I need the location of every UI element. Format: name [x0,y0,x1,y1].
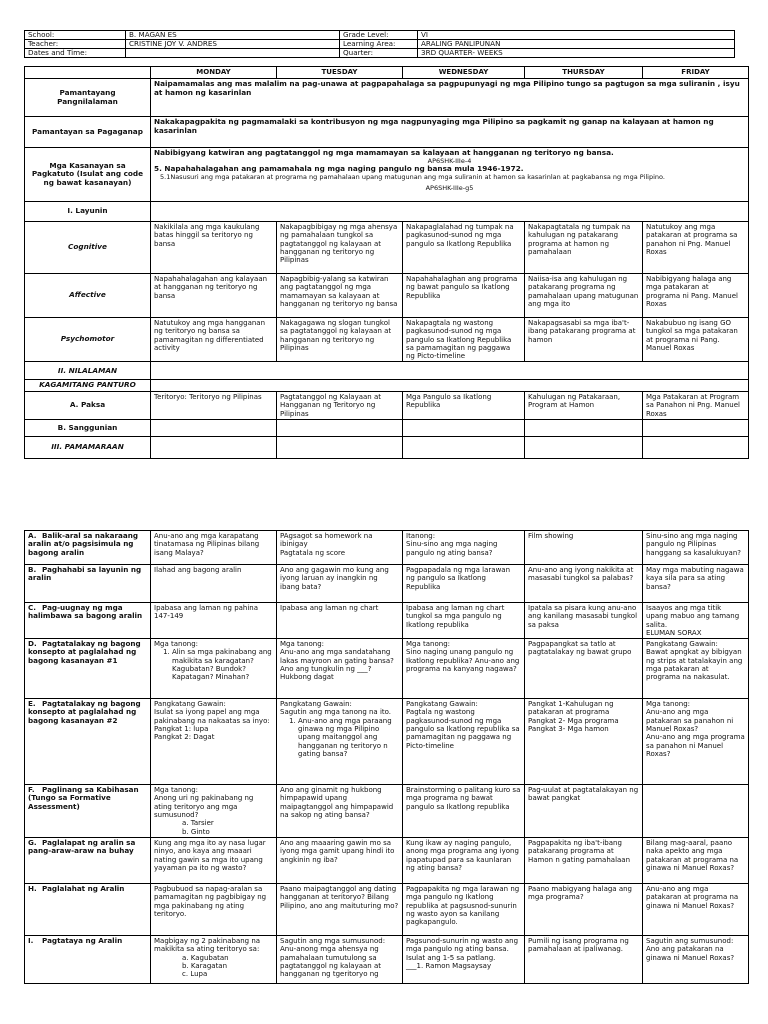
cognitive-tuesday: Nakapagbibigay ng mga ahensya ng pamahalaan tungkol sa pagtatanggol ng kalayaan at hangganan ng teritoryo ng Pilipinas [277,222,403,274]
school-value: B. MAGAN ES [126,31,340,40]
nilalaman-cell [151,362,749,380]
e-wednesday: Pangkatang Gawain: Pagtala ng wastong pagkasunod-sunod ng mga pangulo sa Ikatlong republika sa pamamagitan ng paggawa ng Picto-timeline [403,699,525,785]
cognitive-thursday: Nakapagtatala ng tumpak na kahulugan ng patakarang programa at hamon ng pamahalaan [525,222,643,274]
kagamitang-panturo-label: KAGAMITANG PANTURO [25,380,151,392]
i-tuesday: Sagutin ang mga sumusunod: Anu-anong mga ahensya ng pamahalaan tumutulong sa pagtatanggol ng kalayaan at hangganan ng tgeritoryo ng [277,935,403,983]
f-wednesday: Brainstorming o palitang kuro sa mga programa ng bawat pangulo sa Ikatlong republika [403,785,525,838]
c-thursday: Ipatala sa pisara kung anu-ano ang kanilang masasabi tungkol sa paksa [525,603,643,639]
affective-thursday: Naiisa-isa ang kahulugan ng patakarang programa ng pamahalaan upang matugunan ang mga ito [525,274,643,318]
sanggunian-label: B. Sanggunian [25,420,151,437]
e-monday: Pangkatang Gawain: Isulat sa iyong papel ang mga pakinabang na nakaatas sa inyo: Pangkat 1: lupa Pangkat 2: Dagat [151,699,277,785]
i-wednesday: Pagsunod-sunurin ng wasto ang mga pangulo ng ating bansa. Isulat ang 1-5 sa patlang. ___1. Ramon Magsaysay [403,935,525,983]
quarter-value: 3RD QUARTER- WEEKS [418,49,735,58]
kasanayan-1-code: AP6SHK-IIIe-4 [427,156,472,165]
e-thursday: Pangkat 1-Kahulugan ng patakaran at programa Pangkat 2- Mga programa Pangkat 3- Mga hamon [525,699,643,785]
kasanayan-2: 5. Napahahalagahan ang pamamahala ng mga naging pangulo ng bansa mula 1946-1972. [154,164,524,174]
a-wednesday: Itanong: Sinu-sino ang mga naging pangulo ng ating bansa? [403,531,525,565]
h-thursday: Paano mabigyang halaga ang mga programa? [525,883,643,935]
c-wednesday: Ipabasa ang laman ng chart tungkol sa mga pangulo ng Ikatlong republika [403,603,525,639]
pamantayang-pangnilalaman-label: Pamantayang Pangnilalaman [25,79,151,117]
kasanayan-1: Nabibigyang katwiran ang pagtatanggol ng mga mamamayan sa kalayaan at hangganan ng teritoryo ng bansa. [154,148,614,157]
pamamaraan-label: III. PAMAMARAAN [25,437,151,459]
corner-cell [25,67,151,79]
h-monday: Pagbubuod sa napag-aralan sa pamamagitan ng pagbibigay ng mga pakinabang ng ating teritoryo. [151,883,277,935]
b-thursday: Anu-ano ang iyong nakikita at masasabi tungkol sa palabas? [525,565,643,603]
h-wednesday: Pagpapakita ng mga larawan ng mga pangulo ng Ikatlong republika at pagsusnod-sunurin ng wasto ayon sa kanilang pagkapangulo. [403,883,525,935]
psychomotor-wednesday: Nakapagtala ng wastong pagkasunod-sunod ng mga pangulo sa Ikatlong Republika sa pamamagitan ng paggawa ng Picto-timeline [403,318,525,362]
section-h-label: H. Paglalahat ng Aralin [25,883,151,935]
c-monday: Ipabasa ang laman ng pahina 147-149 [151,603,277,639]
lesson-plan-table-top [24,66,749,459]
psychomotor-label: Psychomotor [25,318,151,362]
layunin-cell [151,202,749,222]
pamantayang-pangnilalaman: Naipamamalas ang mas malalim na pag-unawa at pagpapahalaga sa pagpupunyagi ng mga Pilipino tungo sa pagtugon sa mga suliranin , isyu at hamon ng kasarinlan [151,79,749,117]
i-monday-item-b: b. Karagatan [182,961,228,970]
dates-value [126,49,340,58]
dates-label: Dates and Time: [25,49,126,58]
section-c-label: C. Pag-uugnay ng mga halimbawa sa bagong aralin [25,603,151,639]
psychomotor-thursday: Nakapagsasabi sa mga iba't-ibang patakarang programa at hamon [525,318,643,362]
d-friday: Pangkatang Gawain: Bawat apngkat ay bibigyan ng strips at tatalakayin ang mga patakaran at programa na nakasulat. [643,639,749,699]
h-friday: Anu-ano ang mga patakaran at programa na ginawa ni Manuel Roxas? [643,883,749,935]
grade-value: VI [418,31,735,40]
a-tuesday: PAgsagot sa homework na ibinigay Pagtatala ng score [277,531,403,565]
cognitive-monday: Nakikilala ang mga kaukulang batas hinggil sa teritoryo ng bansa [151,222,277,274]
school-label: School: [25,31,126,40]
nilalaman-label: II. NILALAMAN [25,362,151,380]
b-wednesday: Pagpapadala ng mga larawan ng pangulo sa Ikatlong Republika [403,565,525,603]
i-monday-item-a: a. Kagubatan [182,953,229,962]
section-b-label: B. Paghahabi sa layunin ng aralin [25,565,151,603]
section-a-label: A. Balik-aral sa nakaraang aralin at/o pagsisimula ng bagong aralin [25,531,151,565]
g-wednesday: Kung ikaw ay naging pangulo, anong mga programa ang iyong ipapatupad para sa kaunlaran ng ating bansa? [403,837,525,883]
section-f-label: F. Paglinang sa Kabihasan (Tungo sa Formative Assessment) [25,785,151,838]
day-monday: MONDAY [151,67,277,79]
affective-tuesday: Napagbibig-yalang sa katwiran ang pagtatanggol ng mga mamamayan sa kalayaan at hangganan ng teritoryo ng bansa [277,274,403,318]
f-monday-item-a: a. Tarsier [182,819,214,828]
day-friday: FRIDAY [643,67,749,79]
psychomotor-monday: Natutukoy ang mga hangganan ng teritoryo ng bansa sa pamamagitan ng differentiated activity [151,318,277,362]
f-tuesday: Ano ang ginamit ng hukbong himpapawid upang maipagtanggol ang himpapawid na sakop ng ating bansa? [277,785,403,838]
layunin-label: I. Layunin [25,202,151,222]
b-tuesday: Ano ang gagawin mo kung ang iyong laruan ay inangkin ng ibang bata? [277,565,403,603]
e-tuesday: Pangkatang Gawain: Sagutin ang mga tanong na ito. 1. Anu-ano ang mga paraang ginawa ng mga Pilipino upang maitanggol ang hangganan ng teritoryo n gating bansa? [277,699,403,785]
f-friday [643,785,749,838]
grade-label: Grade Level: [340,31,418,40]
psychomotor-tuesday: Nakagagawa ng slogan tungkol sa pagtatanggol ng kalayaan at hangganan ng teritoryo ng Pilipinas [277,318,403,362]
affective-monday: Napahahalagahan ang kalayaan at hangganan ng teritoryo ng bansa [151,274,277,318]
f-thursday: Pag-uulat at pagtatalakayan ng bawat pangkat [525,785,643,838]
g-thursday: Pagpapakita ng iba't-ibang patakarang programa at Hamon n gating pamahalaan [525,837,643,883]
paksa-wednesday: Mga Pangulo sa Ikatlong Republika [403,392,525,420]
d-tuesday: Mga tanong: Anu-ano ang mga sandatahang lakas mayroon an gating bansa? Ano ang tungkulin ng ___? Hukbong dagat [277,639,403,699]
lesson-plan-table-bottom [24,530,749,984]
paksa-monday: Teritoryo: Teritoryo ng Pilipinas [151,392,277,420]
day-thursday: THURSDAY [525,67,643,79]
f-monday-item-b: b. Ginto [182,827,210,836]
d-thursday: Pagpapangkat sa tatlo at pagtatalakay ng bawat grupo [525,639,643,699]
section-e-label: E. Pagtatalakay ng bagong konsepto at paglalahad ng bagong kasanayan #2 [25,699,151,785]
header-table [24,30,735,58]
section-d-label: D. Pagtatalakay ng bagong konsepto at paglalahad ng bagong kasanayan #1 [25,639,151,699]
day-tuesday: TUESDAY [277,67,403,79]
paksa-thursday: Kahulugan ng Patakaraan, Program at Hamon [525,392,643,420]
d-monday-item: 1. Alin sa mga pakinabang ang makikita sa karagatan? Kagubatan? Bundok? Kapatagan? Minahan? [172,648,273,681]
affective-label: Affective [25,274,151,318]
psychomotor-friday: Nakabubuo ng isang GO tungkol sa mga patakaran at programa ni Pang. Manuel Roxas [643,318,749,362]
kasanayan-label: Mga Kasanayan sa Pagkatuto (Isulat ang code ng bawat kasanayan) [25,148,151,202]
paksa-label: A. Paksa [25,392,151,420]
section-g-label: G. Paglalapat ng aralin sa pang-araw-araw na buhay [25,837,151,883]
i-friday: Sagutin ang sumusunod: Ano ang patakaran na ginawa ni Manuel Roxas? [643,935,749,983]
i-monday: Magbigay ng 2 pakinabang na makikita sa ating teritoryo sa: a. Kagubatan b. Karagatan c. Lupa [151,935,277,983]
a-thursday: Film showing [525,531,643,565]
teacher-label: Teacher: [25,40,126,49]
pamantayan-sa-pagaganap-label: Pamantayan sa Pagaganap [25,117,151,148]
h-tuesday: Paano maipagtanggol ang dating hangganan at teritoryo? Bilang Pilipino, ano ang maituturing mo? [277,883,403,935]
e-tuesday-item: 1. Anu-ano ang mga paraang ginawa ng mga Pilipino upang maitanggol ang hangganan ng teritoryo n gating bansa? [298,717,399,758]
g-tuesday: Ano ang maaaring gawin mo sa iyong mga gamit upang hindi ito angkinin ng iba? [277,837,403,883]
affective-wednesday: Napahahalaghan ang programa ng bawat pangulo sa Ikatlong Republika [403,274,525,318]
kasanayan-3: 5.1Nasusuri ang mga patakaran at programa ng pamahalaan upang matugunan ang mga suliranin at hamon sa kasarinlan at pagkabansa ng mga Pilipino. [160,172,665,181]
i-monday-item-c: c. Lupa [182,970,208,979]
kagamitang-panturo-cell [151,380,749,392]
affective-friday: Nabibigyang halaga ang mga patakaran at programa ni Pang. Manuel Roxas [643,274,749,318]
cognitive-friday: Natutukoy ang mga patakaran at programa sa panahon ni Png. Manuel Roxas [643,222,749,274]
pamantayan-sa-pagaganap: Nakakapagpakita ng pagmamalaki sa kontribusyon ng mga nagpunyaging mga Pilipino sa pagkamit ng ganap na kalayaan at hamon ng kasarinlan [151,117,749,148]
b-monday: Ilahad ang bagong aralin [151,565,277,603]
i-thursday: Pumili ng isang programa ng pamahalaan at ipaliwanag. [525,935,643,983]
b-friday: May mga mabuting nagawa kaya sila para sa ating bansa? [643,565,749,603]
cognitive-label: Cognitive [25,222,151,274]
a-monday: Anu-ano ang mga karapatang tinatamasa ng Pilipinas bilang isang Malaya? [151,531,277,565]
teacher-value: CRISTINE JOY V. ANDRES [126,40,340,49]
cognitive-wednesday: Nakapaglalahad ng tumpak na pagkasunod-sunod ng mga pangulo sa Ikatlong Republika [403,222,525,274]
area-label: Learning Area: [340,40,418,49]
g-friday: Bilang mag-aaral, paano naka apekto ang mga patakaran at programa na ginawa ni Manuel Roxas? [643,837,749,883]
c-tuesday: Ipabasa ang laman ng chart [277,603,403,639]
g-monday: Kung ang mga ito ay nasa lugar ninyo, ano kaya ang maaari nating gawin sa mga ito upang yayaman pa ito ng wasto? [151,837,277,883]
day-wednesday: WEDNESDAY [403,67,525,79]
quarter-label: Quarter: [340,49,418,58]
d-wednesday: Mga tanong: Sino naging unang pangulo ng Ikatlong republika? Anu-ano ang programa na kanyang nagawa? [403,639,525,699]
kasanayan-cell [151,148,749,202]
section-i-label: I. Pagtataya ng Aralin [25,935,151,983]
f-monday: Mga tanong: Anong uri ng pakinabang ng ating teritoryo ang mga sumusunod? a. Tarsier b. Ginto [151,785,277,838]
e-friday: Mga tanong: Anu-ano ang mga patakaran sa panahon ni Manuel Roxas? Anu-ano ang mga programa sa panahon ni Manuel Roxas? [643,699,749,785]
d-monday: Mga tanong: 1. Alin sa mga pakinabang ang makikita sa karagatan? Kagubatan? Bundok? Kapatagan? Minahan? [151,639,277,699]
a-friday: Sinu-sino ang mga naging pangulo ng Pilipinas hanggang sa kasalukuyan? [643,531,749,565]
c-friday: Isaayos ang mga titik upang mabuo ang tamang salita. ELUMAN SORAX [643,603,749,639]
paksa-friday: Mga Patakaran at Program sa Panahon ni Png. Manuel Roxas [643,392,749,420]
kasanayan-3-code: AP6SHK-IIIe-g5 [425,184,474,193]
paksa-tuesday: Pagtatanggol ng Kalayaan at Hangganan ng Teritoryo ng Pilipinas [277,392,403,420]
area-value: ARALING PANLIPUNAN [418,40,735,49]
